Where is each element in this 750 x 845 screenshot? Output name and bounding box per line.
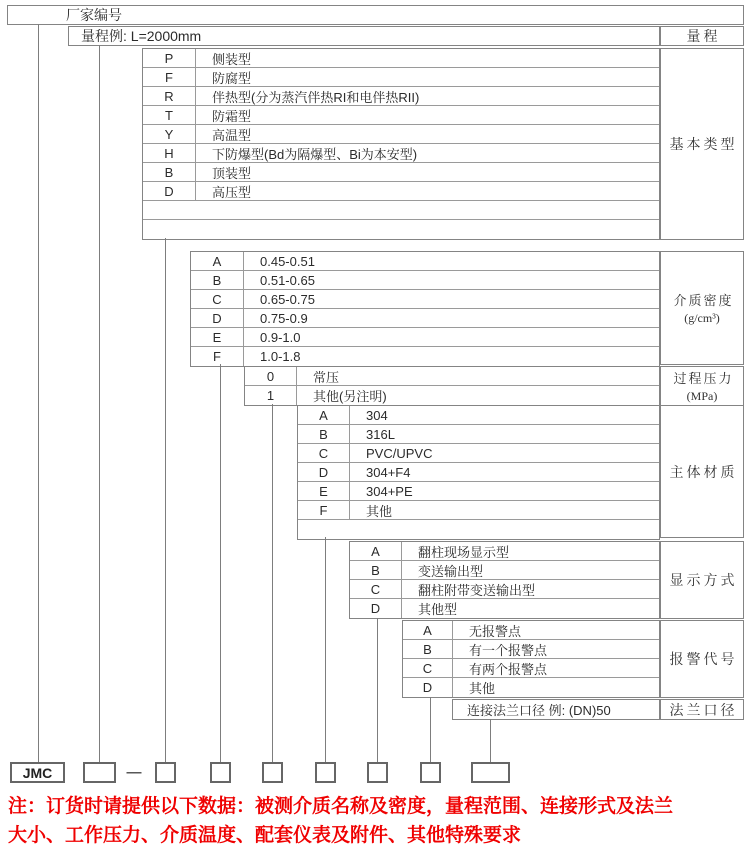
connector-line-flange <box>490 719 491 763</box>
code-cell: C <box>350 580 402 598</box>
empty-row <box>143 201 659 220</box>
code-cell: B <box>403 640 453 658</box>
desc-cell: 其他(另注明) <box>313 389 387 404</box>
range-label-cell <box>660 26 744 46</box>
code-cell: B <box>143 163 196 181</box>
table-row <box>350 599 659 618</box>
code-cell: D <box>298 463 350 481</box>
desc-cell: 其他 <box>366 503 393 519</box>
process-pressure-label: 过程压力 <box>673 371 734 386</box>
model-prefix: JMC <box>22 764 53 781</box>
code-cell: H <box>143 144 196 162</box>
code-box-density <box>210 762 231 783</box>
desc-cell: 侧装型 <box>212 51 252 67</box>
table-row <box>403 678 659 697</box>
code-box-alarm <box>420 762 441 783</box>
table-row <box>298 482 659 501</box>
table-row <box>403 659 659 678</box>
code-cell: A <box>298 406 350 424</box>
body-material-table <box>297 405 660 540</box>
code-cell: E <box>298 482 350 500</box>
table-row <box>191 328 659 347</box>
code-cell: D <box>350 599 402 618</box>
flange-size-text: 连接法兰口径 例: (DN)50 <box>467 703 611 718</box>
code-cell: A <box>191 252 244 270</box>
display-mode-label: 显示方式 <box>669 574 738 589</box>
range-example-text: 量程例: L=2000mm <box>81 28 202 44</box>
table-row <box>298 463 659 482</box>
basic-type-table <box>142 48 660 240</box>
desc-cell: 下防爆型(Bd为隔爆型、Bi为本安型) <box>212 146 418 162</box>
display-mode-table <box>349 541 660 619</box>
code-box-display <box>367 762 388 783</box>
desc-cell: 0.65-0.75 <box>260 291 315 307</box>
code-cell: D <box>143 182 196 200</box>
desc-cell: 防霜型 <box>212 108 252 124</box>
table-row <box>143 87 659 106</box>
desc-cell: 有两个报警点 <box>469 661 548 677</box>
desc-cell: 0.45-0.51 <box>260 253 315 269</box>
ordering-note-line2: 大小、工作压力、介质温度、配套仪表及附件、其他特殊要求 <box>8 825 522 845</box>
flange-size-row <box>452 699 660 720</box>
alarm-code-label-cell <box>660 620 744 698</box>
code-box-flange <box>471 762 510 783</box>
connector-line-alarm <box>430 697 431 763</box>
display-mode-label-cell <box>660 541 744 619</box>
desc-cell: 316L <box>366 426 395 442</box>
desc-cell: PVC/UPVC <box>366 445 433 461</box>
code-cell: 0 <box>245 367 297 385</box>
table-row <box>298 406 659 425</box>
ordering-note <box>8 792 746 845</box>
code-cell: C <box>298 444 350 462</box>
basic-type-label: 基本类型 <box>669 138 738 153</box>
code-separator: — <box>126 764 142 781</box>
table-row <box>191 347 659 366</box>
desc-cell: 0.75-0.9 <box>260 310 308 326</box>
code-cell: B <box>191 271 244 289</box>
table-row <box>245 367 659 386</box>
table-row <box>143 68 659 87</box>
table-row <box>143 49 659 68</box>
connector-line-display <box>377 618 378 763</box>
empty-row <box>298 520 659 539</box>
code-cell: F <box>191 347 244 366</box>
desc-cell: 常压 <box>313 369 340 385</box>
code-box-material <box>315 762 336 783</box>
table-row <box>191 252 659 271</box>
table-row <box>191 271 659 290</box>
code-box-range <box>83 762 116 783</box>
desc-cell: 其他 <box>469 681 496 696</box>
alarm-code-table <box>402 620 660 698</box>
table-row <box>298 444 659 463</box>
process-pressure-unit: (MPa) <box>686 389 718 403</box>
range-label: 量程 <box>686 30 721 45</box>
body-material-label-cell <box>660 405 744 538</box>
code-cell: F <box>298 501 350 519</box>
code-cell: A <box>350 542 402 560</box>
table-row <box>191 309 659 328</box>
code-cell: F <box>143 68 196 86</box>
code-cell: B <box>298 425 350 443</box>
code-cell: D <box>191 309 244 327</box>
code-cell: E <box>191 328 244 346</box>
range-example-row <box>68 26 660 46</box>
code-cell: C <box>403 659 453 677</box>
table-row <box>143 163 659 182</box>
process-pressure-table <box>244 366 660 406</box>
code-cell: R <box>143 87 196 105</box>
desc-cell: 防腐型 <box>212 70 252 86</box>
code-cell: 1 <box>245 386 297 405</box>
table-row <box>143 182 659 201</box>
table-row <box>245 386 659 405</box>
desc-cell: 0.9-1.0 <box>260 329 301 345</box>
code-cell: T <box>143 106 196 124</box>
code-cell: Y <box>143 125 196 143</box>
desc-cell: 翻柱现场显示型 <box>418 544 510 560</box>
connector-line-basic-type <box>165 238 166 763</box>
code-cell: D <box>403 678 453 697</box>
desc-cell: 高温型 <box>212 127 252 143</box>
manufacturer-number-row <box>7 5 744 25</box>
desc-cell: 304+F4 <box>366 464 411 480</box>
empty-row <box>143 220 659 239</box>
table-row <box>143 144 659 163</box>
desc-cell: 顶装型 <box>212 165 252 181</box>
manufacturer-number-label: 厂家编号 <box>66 7 122 23</box>
table-row <box>403 640 659 659</box>
desc-cell: 有一个报警点 <box>469 642 548 658</box>
medium-density-label-cell <box>660 251 744 365</box>
table-row <box>350 542 659 561</box>
desc-cell: 变送输出型 <box>418 563 484 579</box>
alarm-code-label: 报警代号 <box>669 653 738 668</box>
code-cell: P <box>143 49 196 67</box>
code-cell: A <box>403 621 453 639</box>
connector-line-manufacturer <box>38 24 39 763</box>
desc-cell: 翻柱附带变送输出型 <box>418 582 536 598</box>
desc-cell: 1.0-1.8 <box>260 349 301 364</box>
desc-cell: 其他型 <box>418 602 458 617</box>
table-row <box>403 621 659 640</box>
code-box-basic-type <box>155 762 176 783</box>
table-row <box>143 125 659 144</box>
connector-line-range <box>99 45 100 763</box>
desc-cell: 高压型 <box>212 184 252 200</box>
body-material-label: 主体材质 <box>669 465 738 481</box>
connector-line-material <box>325 537 326 763</box>
table-row <box>350 561 659 580</box>
desc-cell: 伴热型(分为蒸汽伴热RI和电伴热RII) <box>212 89 420 105</box>
medium-density-unit: (g/cm³) <box>684 311 720 325</box>
desc-cell: 0.51-0.65 <box>260 272 315 288</box>
table-row <box>298 425 659 444</box>
desc-cell: 无报警点 <box>469 623 522 639</box>
ordering-note-line1: 注：订货时请提供以下数据：被测介质名称及密度，量程范围、连接形式及法兰 <box>8 796 674 817</box>
table-row <box>298 501 659 520</box>
medium-density-table <box>190 251 660 367</box>
flange-size-label: 法兰口径 <box>669 703 738 719</box>
model-prefix-box <box>10 762 65 783</box>
connector-line-density <box>220 364 221 763</box>
code-cell: B <box>350 561 402 579</box>
flange-size-label-cell <box>660 699 744 720</box>
code-cell: C <box>191 290 244 308</box>
table-row <box>143 106 659 125</box>
process-pressure-label-cell <box>660 366 744 406</box>
table-row <box>191 290 659 309</box>
table-row <box>350 580 659 599</box>
medium-density-label: 介质密度 <box>673 293 734 308</box>
connector-line-pressure <box>272 404 273 763</box>
desc-cell: 304 <box>366 407 388 423</box>
basic-type-label-cell <box>660 48 744 240</box>
desc-cell: 304+PE <box>366 483 413 499</box>
code-box-pressure <box>262 762 283 783</box>
